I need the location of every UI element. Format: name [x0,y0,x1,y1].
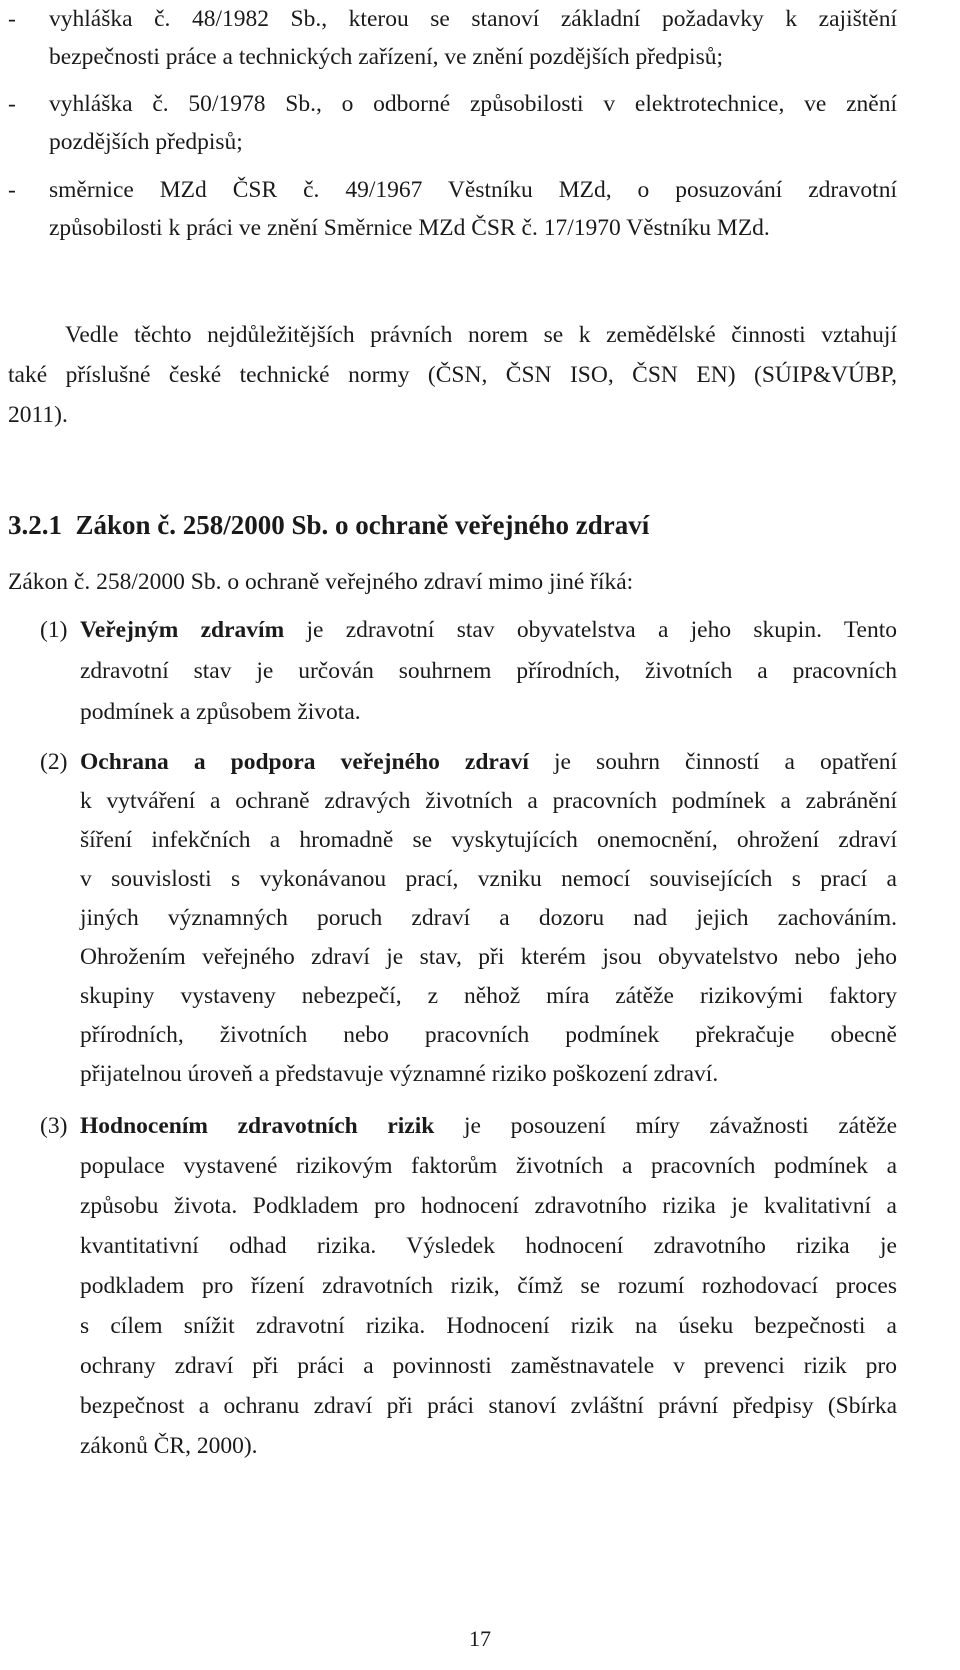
section-heading [8,512,649,539]
item-line: v souvislosti s vykonávanou prací, vzniku nemocí souvisejících s prací a [80,866,897,892]
paragraph-line: také příslušné české technické normy (ČSN, ČSN ISO, ČSN EN) (SÚIP&VÚBP, [8,362,897,388]
intro-text: Zákon č. 258/2000 Sb. o ochraně veřejného zdraví mimo jiné říká: [8,569,634,595]
bullet-line: způsobilosti k práci ve znění Směrnice MZd ČSR č. 17/1970 Věstníku MZd. [49,215,770,241]
bullet-marker: - [8,91,16,117]
bullet-line: vyhláška č. 48/1982 Sb., kterou se stanoví základní požadavky k zajištění [49,6,897,32]
item-line: s cílem snížit zdravotní rizika. Hodnocení rizik na úseku bezpečnosti a [80,1313,897,1339]
item-first-rest: je zdravotní stav obyvatelstva a jeho skupin. Tento [306,617,897,643]
item-first-rest: je souhrn činností a opatření [553,749,897,775]
section-number: 3.2.1 [8,510,62,540]
item-line: populace vystavené rizikovým faktorům životních a pracovních podmínek a [80,1153,897,1179]
item-first-rest: je posouzení míry závažnosti zátěže [463,1113,897,1139]
item-line: kvantitativní odhad rizika. Výsledek hodnocení zdravotního rizika je [80,1233,897,1259]
item-number: (2) [40,749,68,775]
item-line: Ohrožením veřejného zdraví je stav, při kterém jsou obyvatelstvo nebo jeho [80,944,897,970]
bullet-line: vyhláška č. 50/1978 Sb., o odborné způsobilosti v elektrotechnice, ve znění [49,91,897,117]
item-line: bezpečnost a ochranu zdraví při práci stanoví zvláštní právní předpisy (Sbírka [80,1393,897,1419]
item-first-line [80,751,897,775]
item-first-line [80,619,897,643]
item-line: skupiny vystaveny nebezpečí, z něhož míra zátěže rizikovými faktory [80,983,897,1009]
item-line: přijatelnou úroveň a představuje významné riziko poškození zdraví. [80,1061,719,1087]
bullet-line: bezpečnosti práce a technických zařízení, ve znění pozdějších předpisů; [49,44,724,70]
item-line: zdravotní stav je určován souhrnem přírodních, životních a pracovních [80,658,897,684]
paragraph-line: 2011). [8,402,68,428]
item-line: šíření infekčních a hromadně se vyskytujících onemocnění, ohrožení zdraví [80,827,897,853]
item-line: způsobu života. Podkladem pro hodnocení zdravotního rizika je kvalitativní a [80,1193,897,1219]
item-line: přírodních, životních nebo pracovních podmínek překračuje obecně [80,1022,897,1048]
item-line: ochrany zdraví při práci a povinnosti zaměstnavatele v prevenci rizik pro [80,1353,897,1379]
item-line: zákonů ČR, 2000). [80,1433,258,1459]
paragraph-line: Vedle těchto nejdůležitějších právních norem se k zemědělské činnosti vztahují [65,322,897,348]
item-number: (1) [40,617,68,643]
item-number: (3) [40,1113,68,1139]
item-first-line [80,1115,897,1139]
section-title: Zákon č. 258/2000 Sb. o ochraně veřejného zdraví [75,510,650,540]
item-term: Ochrana a podpora veřejného zdraví [80,749,529,775]
page-number: 17 [469,1626,491,1651]
bullet-line: směrnice MZd ČSR č. 49/1967 Věstníku MZd, o posuzování zdravotní [49,177,897,203]
item-line: k vytváření a ochraně zdravých životních a pracovních podmínek a zabránění [80,788,897,814]
bullet-line: pozdějších předpisů; [49,129,243,155]
item-term: Veřejným zdravím [80,617,285,643]
item-term: Hodnocením zdravotních rizik [80,1113,435,1139]
item-line: jiných významných poruch zdraví a dozoru nad jejich zachováním. [80,905,897,931]
bullet-marker: - [8,177,16,203]
bullet-marker: - [8,6,16,32]
item-line: podmínek a způsobem života. [80,699,361,725]
item-line: podkladem pro řízení zdravotních rizik, čímž se rozumí rozhodovací proces [80,1273,897,1299]
